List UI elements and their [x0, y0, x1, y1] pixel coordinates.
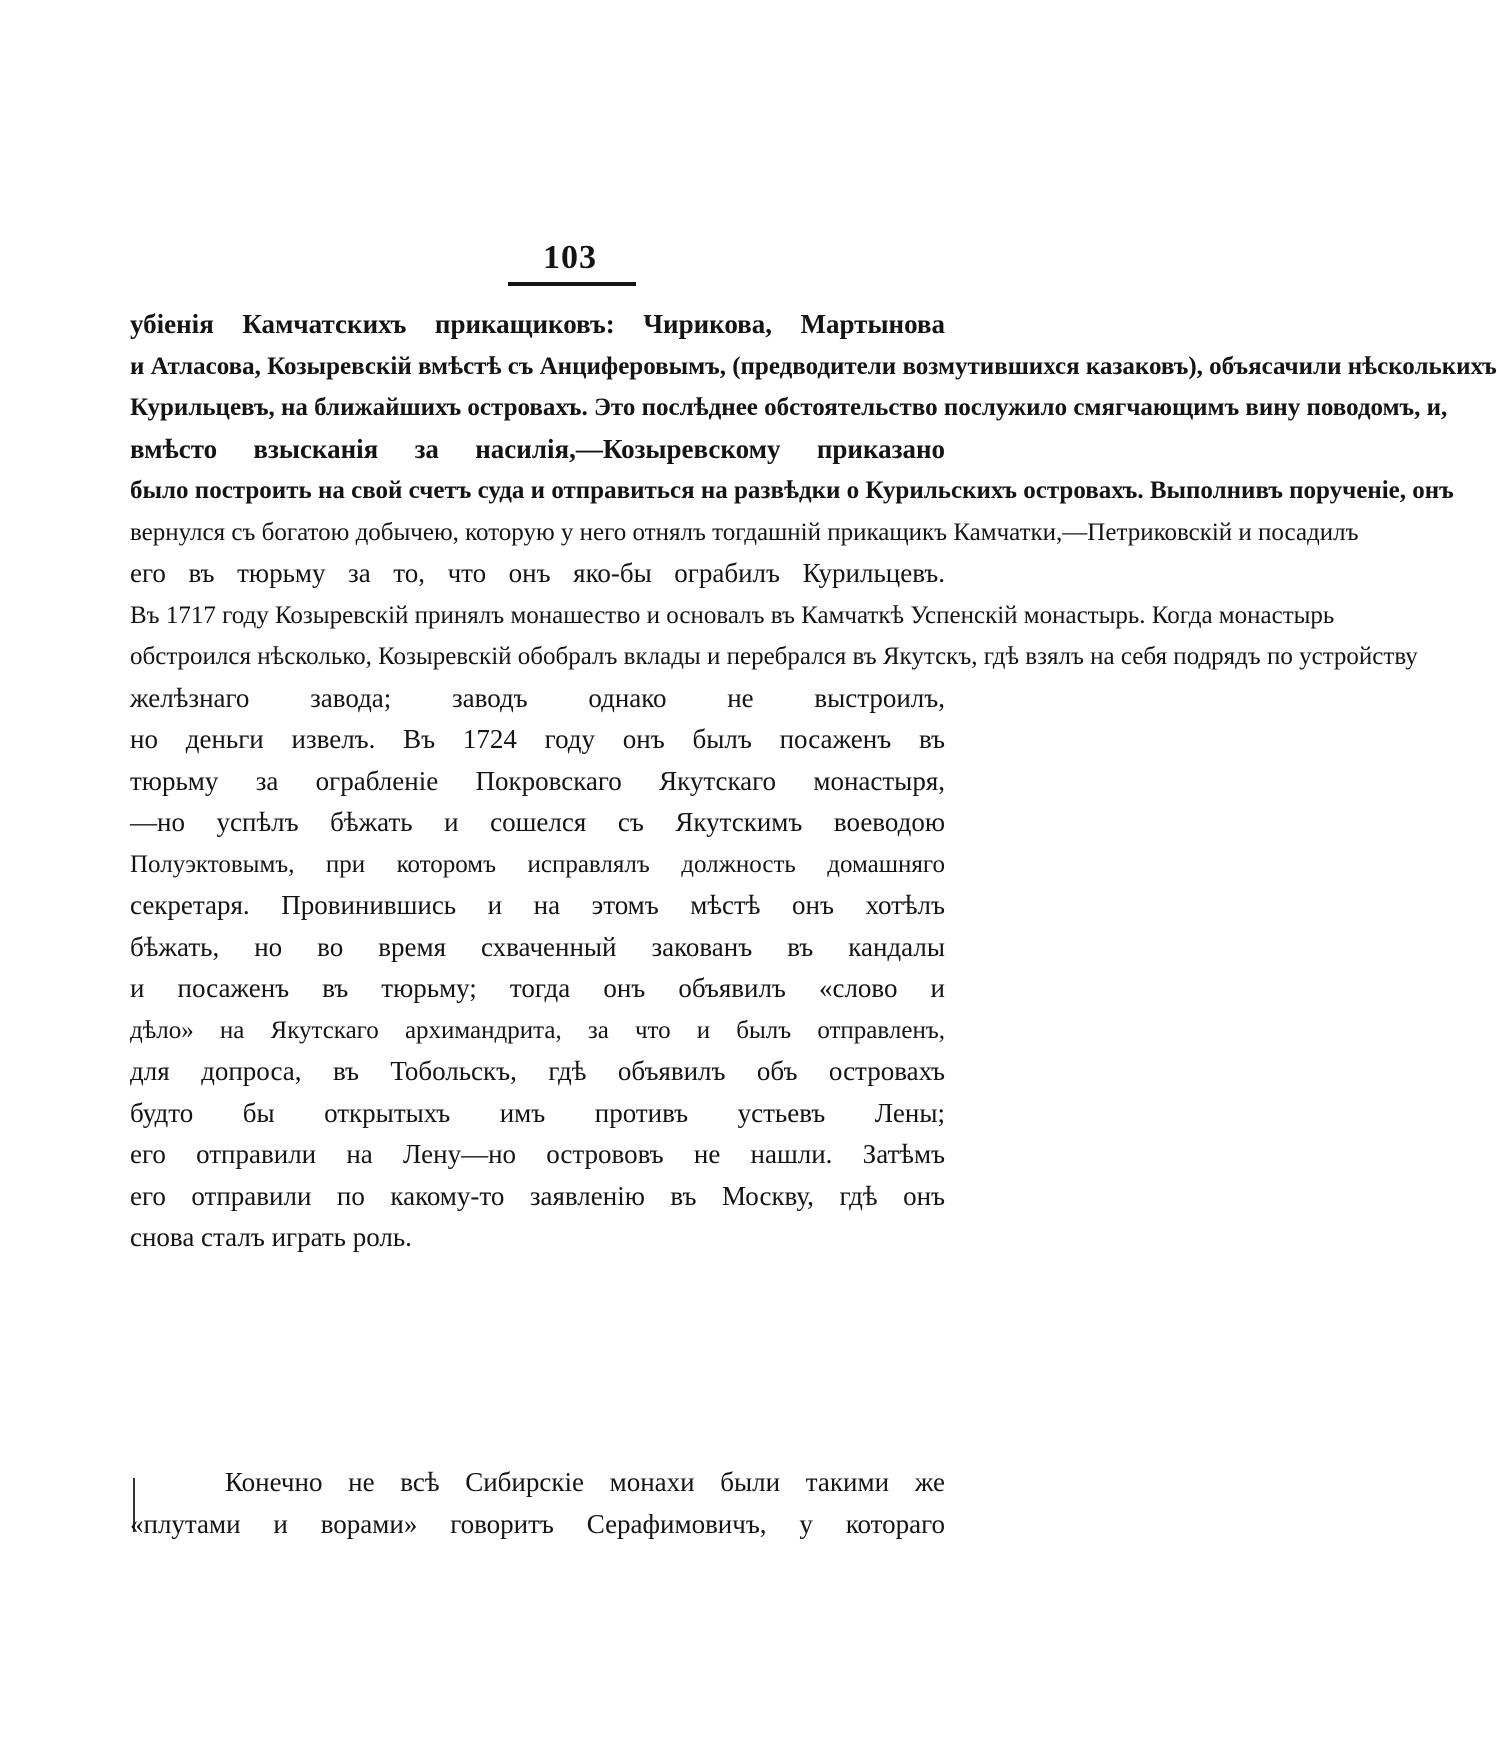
text-line: желѣзнаго завода; заводъ однако не выстроилъ,: [130, 682, 945, 713]
text-line: его отправили по какому-то заявленію въ Москву, гдѣ онъ: [130, 1180, 945, 1211]
text-line: его отправили на Лену—но острововъ не нашли. Затѣмъ: [130, 1139, 945, 1169]
text-line: для допроса, въ Тобольскъ, гдѣ объявилъ объ островахъ: [130, 1056, 945, 1086]
text-line: тюрьму за ограбленіе Покровскаго Якутскаго монастыря,: [130, 765, 945, 796]
text-line: убіенія Камчатскихъ прикащиковъ: Чирикова, Мартынова: [130, 309, 945, 339]
paragraph-1: [130, 304, 1497, 1259]
page-number: 103: [543, 239, 597, 276]
text-line: дѣло» на Якутскаго архимандрита, за что и былъ отправленъ,: [130, 1016, 945, 1044]
text-line: Курильцевъ, на ближайшихъ островахъ. Это послѣднее обстоятельство послужило смягчающимъ вину поводомъ, и,: [130, 394, 1448, 421]
text-line: было построить на свой счетъ суда и отправиться на развѣдки о Курильскихъ островахъ. Выполнивъ порученіе, онъ: [130, 477, 1454, 504]
text-line: —но успѣлъ бѣжать и сошелся съ Якутскимъ воеводою: [130, 807, 945, 837]
text-line: бѣжать, но во время схваченный закованъ въ кандалы: [130, 931, 945, 962]
text-line: будто бы открытыхъ имъ противъ устьевъ Лены;: [130, 1097, 945, 1128]
text-line: Въ 1717 году Козыревскій принялъ монашество и основалъ въ Камчаткѣ Успенскій монастырь. Когда монастырь: [130, 601, 1335, 629]
text-line: и Атласова, Козыревскій вмѣстѣ съ Анциферовымъ, (предводители возмутившихся казаковъ), объясачили нѣсколькихъ: [130, 352, 1497, 380]
text-line: секретаря. Провинившись и на этомъ мѣстѣ онъ хотѣлъ: [130, 890, 945, 920]
header-rule: [508, 282, 636, 286]
text-line: вернулся съ богатою добычею, которую у него отнялъ тогдашній прикащикъ Камчатки,—Петриковскій и посадилъ: [130, 518, 1359, 546]
text-line: и посаженъ въ тюрьму; тогда онъ объявилъ «слово и: [130, 973, 945, 1003]
text-line: Конечно не всѣ Сибирскіе монахи были такими же: [225, 1467, 945, 1497]
text-line: его въ тюрьму за то, что онъ яко-бы ограбилъ Курильцевъ.: [130, 558, 945, 588]
text-line: «плутами и ворами» говоритъ Серафимовичъ, у котораго: [130, 1508, 945, 1539]
text-line: Полуэктовымъ, при которомъ исправлялъ должность домашняго: [130, 850, 945, 878]
text-line: снова сталъ играть роль.: [130, 1222, 412, 1252]
text-line: но деньги извелъ. Въ 1724 году онъ былъ посаженъ въ: [130, 724, 945, 754]
text-line: вмѣсто взысканія за насилія,—Козыревскому приказано: [130, 433, 945, 464]
text-line: обстроился нѣсколько, Козыревскій обобралъ вклады и перебрался въ Якутскъ, гдѣ взялъ на себя подрядъ по устройству: [130, 643, 1418, 670]
paragraph-2: [130, 1462, 945, 1545]
